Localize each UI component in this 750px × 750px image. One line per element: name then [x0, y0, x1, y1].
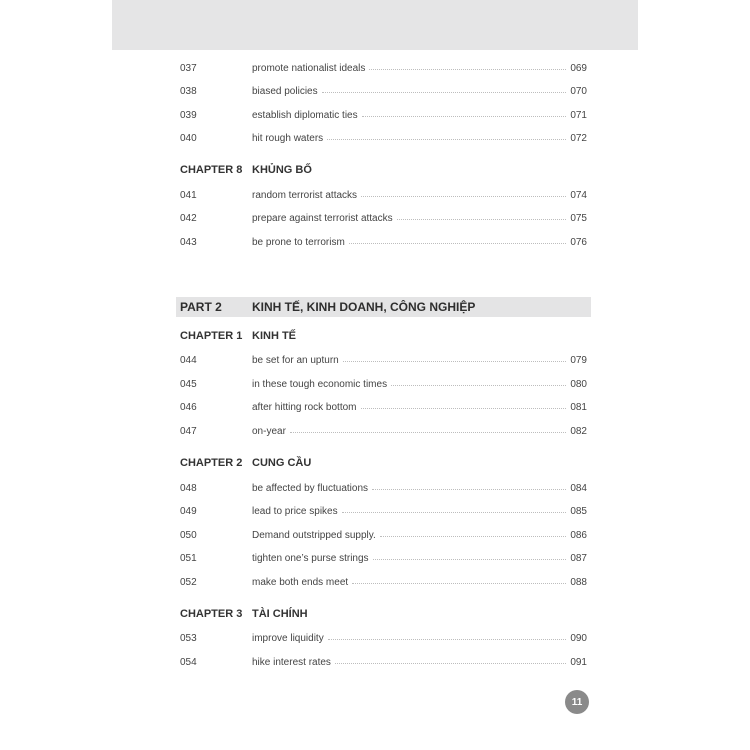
entry-page: 080 [570, 379, 587, 390]
entry-title: improve liquidity [252, 633, 324, 644]
dot-leader [361, 408, 567, 409]
dot-leader [322, 92, 567, 93]
entry-page: 076 [570, 237, 587, 248]
entry-number: 039 [180, 110, 197, 121]
entry-number: 054 [180, 657, 197, 668]
part-heading [176, 297, 591, 317]
header-band [112, 0, 638, 50]
toc-entry [180, 235, 587, 251]
entry-title: after hitting rock bottom [252, 402, 357, 413]
chapter-title: KHỦNG BỐ [252, 164, 312, 176]
page-number-badge [565, 690, 589, 714]
entry-title: be affected by fluctuations [252, 483, 369, 494]
entry-page: 085 [570, 506, 587, 517]
toc-entry [180, 108, 587, 124]
dot-leader [343, 361, 567, 362]
entry-number: 041 [180, 190, 197, 201]
toc-entry [180, 353, 587, 369]
entry-number: 043 [180, 237, 197, 248]
chapter-label: CHAPTER 8 [180, 164, 243, 176]
entry-title: be prone to terrorism [252, 237, 345, 248]
part-title: KINH TẾ, KINH DOANH, CÔNG NGHIỆP [252, 300, 476, 314]
entry-page: 075 [570, 213, 587, 224]
dot-leader [335, 663, 566, 664]
entry-page: 072 [570, 133, 587, 144]
entry-number: 042 [180, 213, 197, 224]
entry-title: promote nationalist ideals [252, 63, 366, 74]
dot-leader [372, 489, 566, 490]
entry-title: on-year [252, 426, 286, 437]
entry-number: 038 [180, 86, 197, 97]
entry-title: lead to price spikes [252, 506, 338, 517]
entry-number: 045 [180, 379, 197, 390]
dot-leader [362, 116, 567, 117]
toc-entry [180, 424, 587, 440]
toc-entry [180, 504, 587, 520]
chapter-heading [180, 454, 311, 472]
chapter-label: CHAPTER 2 [180, 457, 243, 469]
dot-leader [397, 219, 567, 220]
entry-title: be set for an upturn [252, 355, 339, 366]
toc-entry [180, 84, 587, 100]
toc-entry [180, 131, 587, 147]
entry-number: 048 [180, 483, 197, 494]
chapter-label: CHAPTER 1 [180, 330, 243, 342]
toc-entry [180, 377, 587, 393]
entry-title: Demand outstripped supply. [252, 530, 376, 541]
entry-page: 082 [570, 426, 587, 437]
entry-number: 046 [180, 402, 197, 413]
dot-leader [349, 243, 566, 244]
entry-page: 087 [570, 553, 587, 564]
entry-title: hit rough waters [252, 133, 324, 144]
toc-entry [180, 575, 587, 591]
chapter-heading [180, 605, 308, 623]
entry-number: 049 [180, 506, 197, 517]
entry-page: 081 [570, 402, 587, 413]
chapter-heading [180, 161, 312, 179]
entry-number: 050 [180, 530, 197, 541]
entry-page: 079 [570, 355, 587, 366]
toc-entry [180, 528, 587, 544]
entry-title: random terrorist attacks [252, 190, 358, 201]
entry-number: 047 [180, 426, 197, 437]
entry-page: 071 [570, 110, 587, 121]
dot-leader [290, 432, 566, 433]
dot-leader [380, 536, 567, 537]
entry-page: 086 [570, 530, 587, 541]
entry-page: 091 [570, 657, 587, 668]
chapter-heading [180, 327, 296, 345]
entry-number: 040 [180, 133, 197, 144]
toc-entry [180, 481, 587, 497]
entry-number: 044 [180, 355, 197, 366]
chapter-title: TÀI CHÍNH [252, 608, 308, 620]
dot-leader [327, 139, 566, 140]
entry-page: 074 [570, 190, 587, 201]
entry-page: 088 [570, 577, 587, 588]
dot-leader [361, 196, 566, 197]
entry-page: 069 [570, 63, 587, 74]
dot-leader [342, 512, 567, 513]
entry-title: biased policies [252, 86, 318, 97]
toc-entry [180, 61, 587, 77]
dot-leader [373, 559, 567, 560]
entry-title: establish diplomatic ties [252, 110, 358, 121]
toc-entry [180, 631, 587, 647]
dot-leader [369, 69, 566, 70]
entry-title: in these tough economic times [252, 379, 388, 390]
entry-number: 051 [180, 553, 197, 564]
entry-page: 070 [570, 86, 587, 97]
dot-leader [391, 385, 566, 386]
dot-leader [352, 583, 566, 584]
entry-title: tighten one’s purse strings [252, 553, 369, 564]
entry-page: 084 [570, 483, 587, 494]
entry-page: 090 [570, 633, 587, 644]
toc-entry [180, 211, 587, 227]
toc-entry [180, 655, 587, 671]
toc-entry [180, 188, 587, 204]
chapter-title: KINH TẾ [252, 330, 296, 342]
part-label: PART 2 [180, 300, 222, 314]
chapter-title: CUNG CẦU [252, 457, 312, 469]
entry-title: hike interest rates [252, 657, 331, 668]
entry-title: prepare against terrorist attacks [252, 213, 393, 224]
chapter-label: CHAPTER 3 [180, 608, 243, 620]
toc-entry [180, 551, 587, 567]
page-number: 11 [571, 696, 583, 708]
entry-number: 037 [180, 63, 197, 74]
toc-entry [180, 400, 587, 416]
entry-title: make both ends meet [252, 577, 349, 588]
entry-number: 053 [180, 633, 197, 644]
entry-number: 052 [180, 577, 197, 588]
dot-leader [328, 639, 567, 640]
